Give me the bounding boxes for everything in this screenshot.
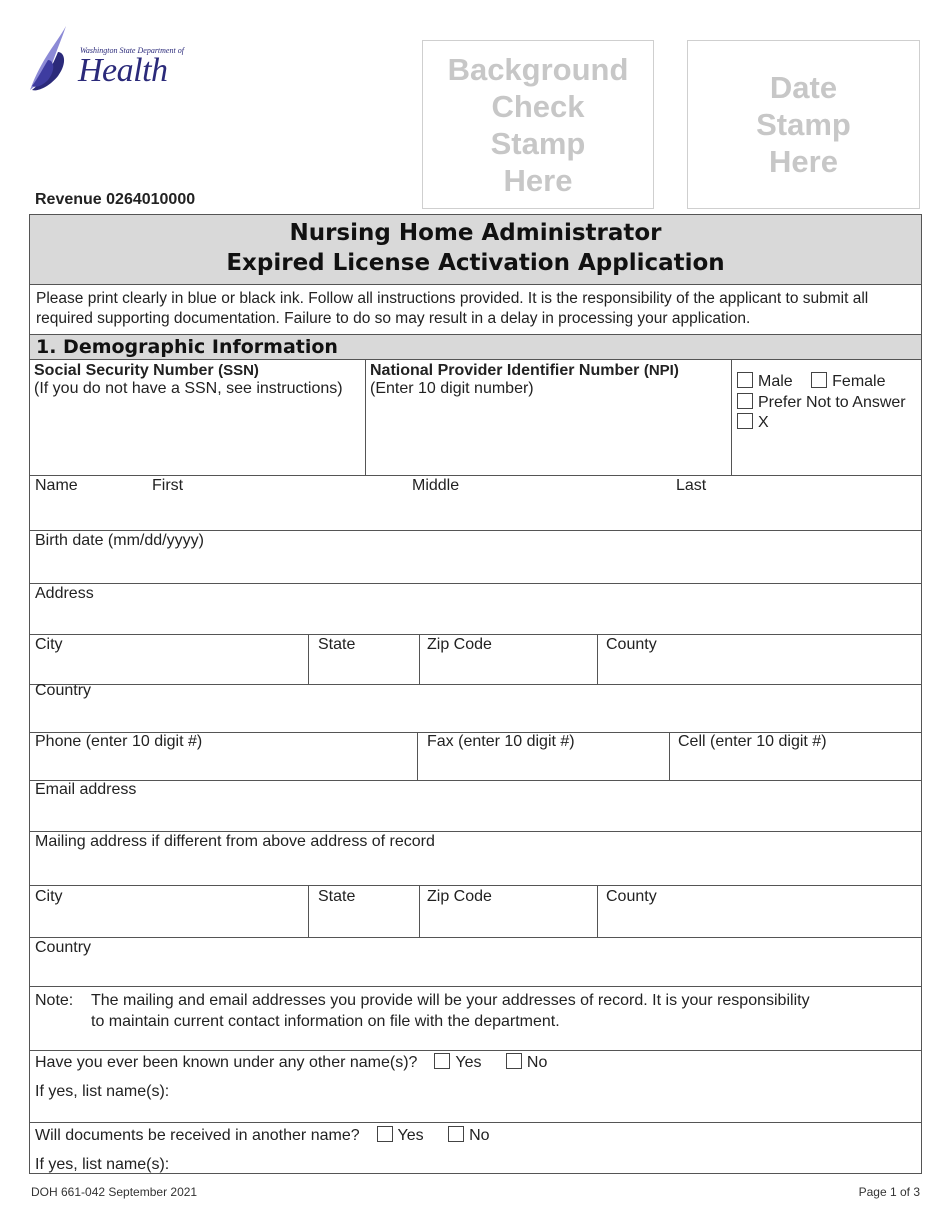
documents-yes-checkbox[interactable] xyxy=(377,1126,393,1142)
city-state-row xyxy=(30,635,921,685)
stamp-line: Here xyxy=(503,162,573,198)
birth-date-label: Birth date (mm/dd/yyyy) xyxy=(35,532,204,549)
form-id: DOH 661-042 September 2021 xyxy=(31,1185,198,1199)
form-title xyxy=(30,215,921,285)
note-text-2: to maintain current contact information on file with the department. xyxy=(91,1013,560,1030)
gender-group xyxy=(731,360,921,475)
mailing-address-label: Mailing address if different from above address of record xyxy=(35,833,435,850)
address-label: Address xyxy=(35,585,94,602)
cell-label: Cell (enter 10 digit #) xyxy=(678,733,827,750)
name-row[interactable] xyxy=(30,476,921,531)
application-form xyxy=(29,214,922,1174)
mailing-state-field[interactable] xyxy=(308,886,419,937)
note-text-1: The mailing and email addresses you provide will be your addresses of record. It is your responsibility xyxy=(91,992,810,1009)
background-check-stamp-box xyxy=(422,40,654,209)
cell-field[interactable] xyxy=(669,733,921,780)
npi-label: National Provider Identifier Number xyxy=(370,362,640,379)
documents-yes-option[interactable] xyxy=(377,1127,424,1144)
gender-prefer-not-option[interactable] xyxy=(737,393,917,414)
phone-row xyxy=(30,733,921,781)
mailing-zip-field[interactable] xyxy=(419,886,597,937)
mailing-city-state-row xyxy=(30,886,921,938)
male-label: Male xyxy=(758,373,793,390)
documents-question-text: Will documents be received in another name? xyxy=(35,1127,360,1144)
revenue-code: Revenue 0264010000 xyxy=(35,191,196,208)
id-row xyxy=(30,360,921,476)
last-name-label: Last xyxy=(676,477,707,494)
mailing-city-label: City xyxy=(35,888,63,905)
stamp-line: Check xyxy=(491,88,585,124)
country-field[interactable] xyxy=(30,682,921,733)
documents-no-option[interactable] xyxy=(448,1127,489,1144)
mailing-state-label: State xyxy=(318,888,356,905)
doh-leaf-icon xyxy=(28,26,76,96)
mailing-country-label: Country xyxy=(35,939,92,956)
male-checkbox[interactable] xyxy=(737,372,753,388)
gender-x-option[interactable] xyxy=(737,413,917,434)
note-label: Note: xyxy=(35,992,74,1009)
mailing-county-field[interactable] xyxy=(597,886,921,937)
ssn-note: (If you do not have a SSN, see instructions) xyxy=(34,380,343,397)
section-heading: 1. Demographic Information xyxy=(30,335,921,360)
ssn-label: Social Security Number xyxy=(34,362,214,379)
zip-label: Zip Code xyxy=(427,636,492,653)
date-stamp-box xyxy=(687,40,920,209)
other-names-question xyxy=(35,1053,561,1072)
npi-abbr: (NPI) xyxy=(643,362,679,379)
address-field[interactable] xyxy=(30,584,921,635)
form-title-line1: Nursing Home Administrator xyxy=(289,220,662,246)
first-name-label: First xyxy=(152,477,184,494)
stamp-line: Here xyxy=(769,144,838,179)
logo-title: Health xyxy=(78,52,168,89)
prefer-not-label: Prefer Not to Answer xyxy=(758,393,906,411)
email-field[interactable] xyxy=(30,781,921,832)
mailing-zip-label: Zip Code xyxy=(427,888,492,905)
page-number: Page 1 of 3 xyxy=(858,1185,920,1199)
gender-male-option[interactable] xyxy=(737,373,793,390)
other-names-row xyxy=(30,1051,921,1123)
female-label: Female xyxy=(832,373,886,390)
county-field[interactable] xyxy=(597,635,921,684)
ssn-field[interactable] xyxy=(30,360,365,475)
logo-subtitle: Washington State Department of xyxy=(80,46,184,55)
other-names-yes-checkbox[interactable] xyxy=(434,1053,450,1069)
address-note xyxy=(30,987,921,1051)
mailing-country-field[interactable] xyxy=(30,938,921,987)
fax-field[interactable] xyxy=(417,733,669,780)
mailing-city-field[interactable] xyxy=(30,886,308,937)
no-label: No xyxy=(526,1054,548,1071)
phone-label: Phone (enter 10 digit #) xyxy=(35,733,203,750)
female-checkbox[interactable] xyxy=(811,372,827,388)
other-names-yes-option[interactable] xyxy=(434,1054,481,1071)
stamp-line: Stamp xyxy=(756,107,851,142)
gender-female-option[interactable] xyxy=(811,373,885,390)
documents-list-label[interactable]: If yes, list name(s): xyxy=(35,1156,170,1173)
mailing-county-label: County xyxy=(606,888,657,905)
email-label: Email address xyxy=(35,781,137,798)
city-label: City xyxy=(35,636,63,653)
x-label: X xyxy=(758,414,769,431)
mailing-address-field[interactable] xyxy=(30,832,921,886)
yes-label: Yes xyxy=(397,1127,424,1144)
npi-note: (Enter 10 digit number) xyxy=(370,380,534,397)
other-names-no-option[interactable] xyxy=(506,1054,547,1071)
fax-label: Fax (enter 10 digit #) xyxy=(427,733,575,750)
city-field[interactable] xyxy=(30,635,308,684)
stamp-line: Date xyxy=(769,70,838,105)
ssn-abbr: (SSN) xyxy=(218,362,259,379)
other-names-list-label[interactable]: If yes, list name(s): xyxy=(35,1083,170,1100)
npi-field[interactable] xyxy=(365,360,731,475)
documents-name-question xyxy=(35,1126,504,1145)
no-label: No xyxy=(469,1127,490,1144)
instructions: Please print clearly in blue or black ink. Follow all instructions provided. It is the responsibility of the applicant to submit all required supporting documentation. Failure to do so may result in a delay in processing your application. xyxy=(30,285,921,335)
other-names-question-text: Have you ever been known under any other name(s)? xyxy=(35,1054,418,1071)
yes-label: Yes xyxy=(455,1054,482,1071)
county-label: County xyxy=(606,636,657,653)
documents-no-checkbox[interactable] xyxy=(448,1126,464,1142)
state-field[interactable] xyxy=(308,635,419,684)
form-title-line2: Expired License Activation Application xyxy=(226,250,725,276)
doh-logo xyxy=(28,26,188,96)
x-checkbox[interactable] xyxy=(737,413,753,429)
stamp-line: Background xyxy=(447,51,629,87)
other-names-no-checkbox[interactable] xyxy=(506,1053,522,1069)
middle-name-label: Middle xyxy=(412,477,460,494)
stamp-line: Stamp xyxy=(490,125,586,161)
phone-field[interactable] xyxy=(30,733,417,780)
birth-date-field[interactable] xyxy=(30,531,921,584)
zip-field[interactable] xyxy=(419,635,597,684)
name-label: Name xyxy=(35,477,78,494)
state-label: State xyxy=(318,636,356,653)
prefer-not-checkbox[interactable] xyxy=(737,393,753,409)
country-label: Country xyxy=(35,682,92,699)
